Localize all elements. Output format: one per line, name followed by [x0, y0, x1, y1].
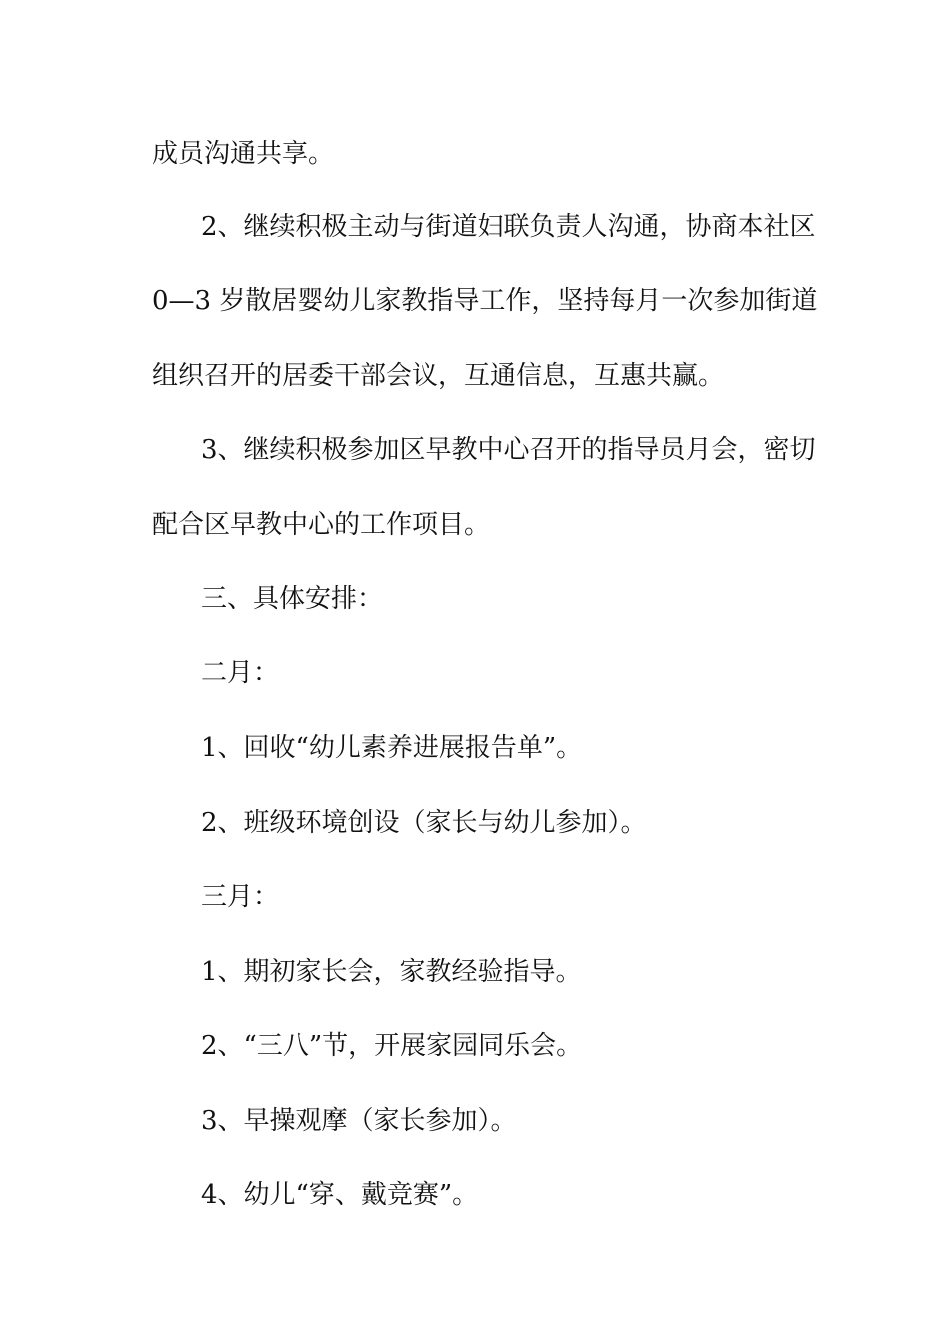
paragraph-line: 组织召开的居委干部会议，互通信息，互惠共赢。	[152, 361, 725, 391]
paragraph-line: 配合区早教中心的工作项目。	[152, 510, 491, 540]
month-heading: 三月：	[201, 882, 280, 912]
list-item: 2、班级环境创设（家长与幼儿参加）。	[201, 808, 647, 838]
paragraph-line: 0—3 岁散居婴幼儿家教指导工作，坚持每月一次参加街道	[152, 286, 818, 316]
list-item: 2、“三八”节，开展家园同乐会。	[201, 1031, 583, 1061]
list-item: 4、幼儿“穿、戴竞赛”。	[201, 1180, 479, 1210]
month-heading: 二月：	[201, 658, 280, 688]
section-heading: 三、具体安排：	[201, 584, 384, 614]
list-item: 3、早操观摩（家长参加）。	[201, 1106, 517, 1136]
paragraph-line: 3、继续积极参加区早教中心召开的指导员月会，密切	[201, 435, 816, 465]
list-item: 1、回收“幼儿素养进展报告单”。	[201, 733, 583, 763]
list-item: 1、期初家长会，家教经验指导。	[201, 957, 582, 987]
paragraph-line: 2、继续积极主动与街道妇联负责人沟通，协商本社区	[201, 212, 816, 242]
paragraph-line: 成员沟通共享。	[152, 139, 335, 169]
